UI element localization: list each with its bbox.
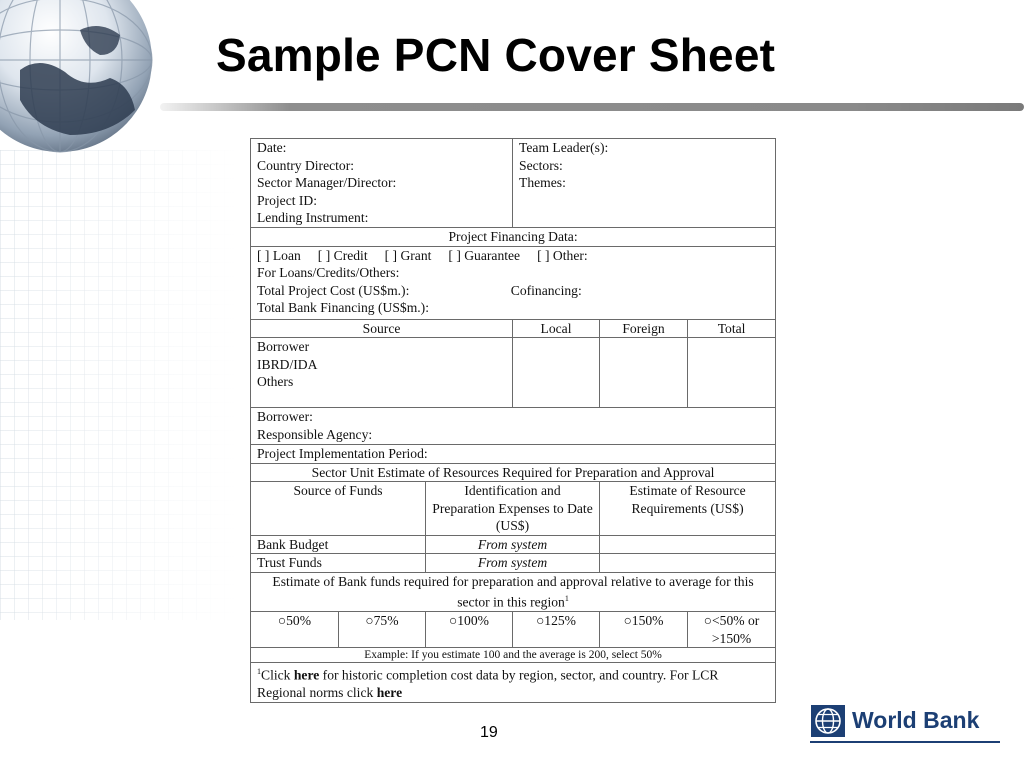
option-out-of-range[interactable]: ○<50% or >150% xyxy=(688,612,776,648)
source-list-cell xyxy=(251,338,513,408)
bank-funds-estimate-cell xyxy=(251,572,776,612)
bank-funds-estimate-text: Estimate of Bank funds required for preparation and approval relative to average for this sector in this region xyxy=(272,573,754,610)
option-125[interactable]: ○125% xyxy=(513,612,600,648)
option-50[interactable]: ○50% xyxy=(251,612,339,648)
implementation-row xyxy=(251,445,776,464)
funds-expenses-trust-funds: From system xyxy=(426,554,600,573)
header-left-cell xyxy=(251,139,513,228)
funds-expenses-bank-budget: From system xyxy=(426,535,600,554)
header-row xyxy=(251,139,776,228)
example-row xyxy=(251,648,776,663)
pcn-form-table xyxy=(250,138,776,703)
funds-source-trust-funds: Trust Funds xyxy=(251,554,426,573)
option-150[interactable]: ○150% xyxy=(600,612,688,648)
source-header: Source xyxy=(251,319,513,338)
funds-source-bank-budget: Bank Budget xyxy=(251,535,426,554)
footnote-text-2: for historic completion cost data by region, sector, and country. For LCR Regional norms click xyxy=(257,667,719,701)
source-ibrd-ida: IBRD/IDA xyxy=(257,356,318,372)
estimate-options-row xyxy=(251,612,776,648)
financing-details-cell xyxy=(251,246,776,319)
financing-types: [ ] Loan [ ] Credit [ ] Grant [ ] Guarantee [ ] Other: xyxy=(257,247,588,263)
source-of-funds-header: Source of Funds xyxy=(251,482,426,536)
source-header-row xyxy=(251,319,776,338)
funds-row-bank-budget xyxy=(251,535,776,554)
local-header: Local xyxy=(513,319,600,338)
borrower-row xyxy=(251,408,776,445)
for-loans-label: For Loans/Credits/Others: xyxy=(257,265,400,280)
source-borrower: Borrower xyxy=(257,339,310,354)
title-divider xyxy=(160,103,1024,111)
footnote-row xyxy=(251,663,776,703)
themes-label: Themes: xyxy=(519,175,566,190)
lending-instrument-label: Lending Instrument: xyxy=(257,210,369,225)
funds-estimate-bank-budget[interactable] xyxy=(600,535,776,554)
sector-estimate-heading-row xyxy=(251,463,776,482)
responsible-agency-label: Responsible Agency: xyxy=(257,426,373,442)
sectors-label: Sectors: xyxy=(519,157,563,173)
sector-estimate-heading: Sector Unit Estimate of Resources Required for Preparation and Approval xyxy=(251,463,776,482)
sector-manager-label: Sector Manager/Director: xyxy=(257,175,397,190)
option-75[interactable]: ○75% xyxy=(339,612,426,648)
globe-icon xyxy=(0,0,160,160)
source-others: Others xyxy=(257,374,294,389)
date-label: Date: xyxy=(257,140,287,155)
funds-estimate-trust-funds[interactable] xyxy=(600,554,776,573)
project-id-label: Project ID: xyxy=(257,192,318,208)
financing-heading: Project Financing Data: xyxy=(251,228,776,247)
source-body-row xyxy=(251,338,776,408)
world-bank-logo-text: World Bank xyxy=(852,707,980,733)
borrower-cell xyxy=(251,408,776,445)
pcn-cover-sheet xyxy=(250,138,775,703)
foreign-header: Foreign xyxy=(600,319,688,338)
preparation-expenses-header: Identification and Preparation Expenses to Date (US$) xyxy=(426,482,600,536)
borrower-label: Borrower: xyxy=(257,409,313,424)
historic-cost-link[interactable]: here xyxy=(293,667,320,683)
footnote-number: 1 xyxy=(257,667,261,677)
total-header: Total xyxy=(688,319,776,338)
country-director-label: Country Director: xyxy=(257,157,355,173)
local-value-cell[interactable] xyxy=(513,338,600,408)
page-number: 19 xyxy=(480,724,498,741)
footnote-cell xyxy=(251,663,776,703)
option-100[interactable]: ○100% xyxy=(426,612,513,648)
header-right-cell xyxy=(513,139,776,228)
cofinancing-label: Cofinancing: xyxy=(510,282,582,298)
lcr-norms-link[interactable]: here xyxy=(376,685,403,701)
bank-funds-estimate-row xyxy=(251,572,776,612)
background-grid xyxy=(0,150,250,620)
total-value-cell[interactable] xyxy=(688,338,776,408)
example-text: Example: If you estimate 100 and the average is 200, select 50% xyxy=(251,648,776,663)
financing-heading-row xyxy=(251,228,776,247)
slide-title: Sample PCN Cover Sheet xyxy=(216,29,776,81)
total-project-cost-label: Total Project Cost (US$m.): xyxy=(257,282,410,298)
footnote-text-1: Click xyxy=(261,667,294,683)
footnote-mark: 1 xyxy=(564,594,569,603)
financing-details-row xyxy=(251,246,776,319)
foreign-value-cell[interactable] xyxy=(600,338,688,408)
logo-underline xyxy=(810,741,1000,743)
team-leader-label: Team Leader(s): xyxy=(519,140,609,155)
funds-row-trust-funds xyxy=(251,554,776,573)
total-bank-financing-label: Total Bank Financing (US$m.): xyxy=(257,300,429,315)
resource-requirements-header: Estimate of Resource Requirements (US$) xyxy=(600,482,776,536)
implementation-period-label: Project Implementation Period: xyxy=(251,445,776,464)
total-project-cost-line xyxy=(257,282,769,300)
funds-header-row xyxy=(251,482,776,536)
